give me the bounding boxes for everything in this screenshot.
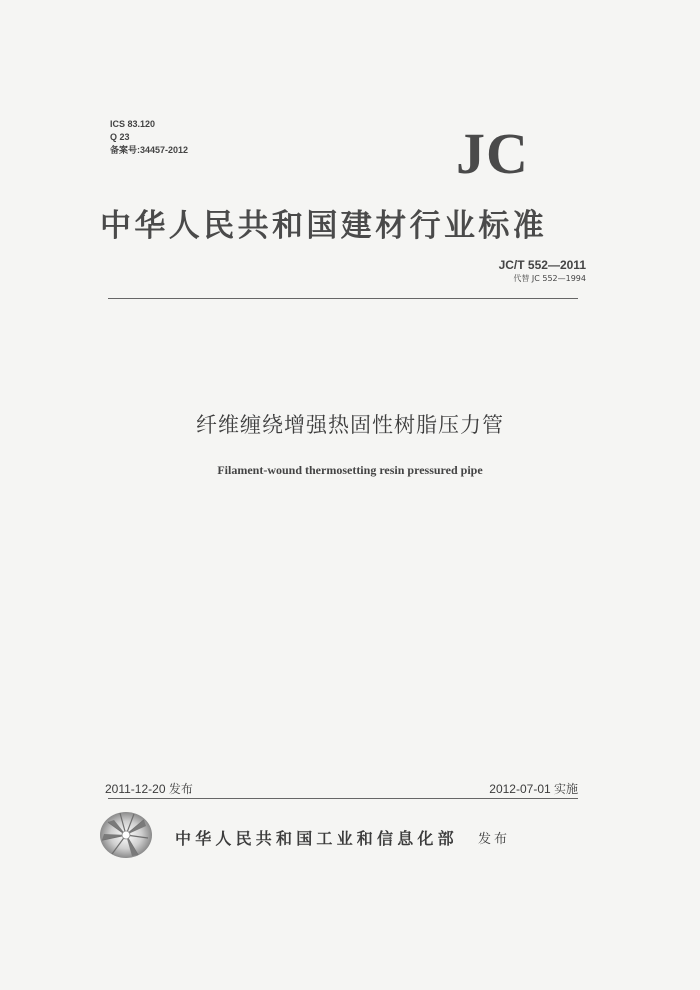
issue-date: 2011-12-20 发布 [105,782,193,796]
ccs-code: Q 23 [110,132,130,142]
bottom-divider [108,798,578,799]
ics-code: ICS 83.120 [110,119,156,129]
implementation-date: 2012-07-01 实施 [489,782,578,796]
replaces-standard: 代替 JC 552—1994 [513,274,586,283]
industry-standard-title: 中华人民共和国建材行业标准 [100,208,548,244]
classification-block [110,118,188,157]
ministry-emblem-icon [98,810,154,860]
filing-number: 备案号:34457-2012 [110,145,189,155]
document-title-chinese: 纤维缠绕增强热固性树脂压力管 [196,413,504,437]
issuing-authority: 中华人民共和国工业和信息化部 [175,829,458,848]
issuing-label: 发布 [478,832,511,847]
standard-code: JC/T 552—2011 [498,258,586,272]
standard-number-block [499,258,586,284]
jc-logo: JC [456,121,529,186]
document-title-english: Filament-wound thermosetting resin pressured pipe [217,463,483,477]
top-divider [108,298,578,299]
